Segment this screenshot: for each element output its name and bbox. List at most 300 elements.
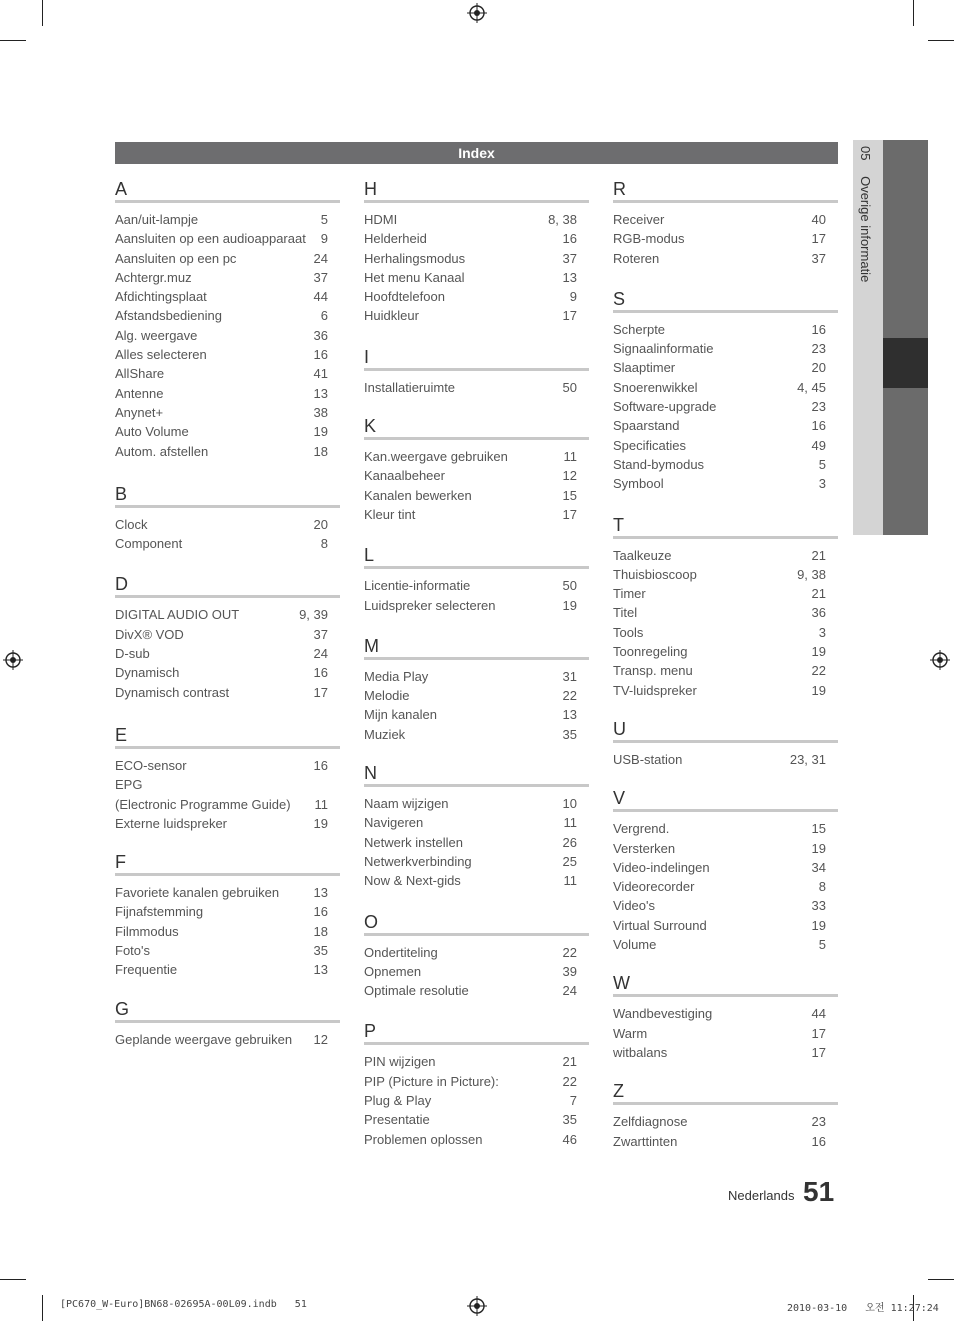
index-entry xyxy=(115,922,340,941)
index-entry xyxy=(613,378,838,397)
entry-page: 16 xyxy=(562,231,577,247)
entry-page: 9 xyxy=(569,289,577,305)
index-entry xyxy=(115,795,340,814)
entry-page: 36 xyxy=(313,327,328,343)
entry-page: 19 xyxy=(313,424,328,440)
index-section-k xyxy=(364,415,589,524)
entry-term: RGB-modus xyxy=(613,231,685,247)
chapter-title: Overige informatie xyxy=(858,176,873,283)
index-entry xyxy=(115,403,340,422)
entry-term: Ondertiteling xyxy=(364,944,438,960)
entry-page: 17 xyxy=(811,1025,826,1041)
entry-term: Auto Volume xyxy=(115,424,189,440)
section-letter: F xyxy=(115,851,340,876)
entry-page: 17 xyxy=(562,308,577,324)
entry-term: Herhalingsmodus xyxy=(364,250,466,266)
entry-term: Afdichtingsplaat xyxy=(115,289,207,305)
index-entry xyxy=(613,416,838,435)
entry-term: Toonregeling xyxy=(613,644,688,660)
entry-page: 23 xyxy=(811,399,826,415)
entry-term: Kleur tint xyxy=(364,506,416,522)
entry-term: Mijn kanalen xyxy=(364,707,437,723)
index-entry xyxy=(115,229,340,248)
entry-term: Now & Next-gids xyxy=(364,873,461,889)
entry-term: Kanaalbeheer xyxy=(364,468,445,484)
section-letter: W xyxy=(613,972,838,997)
section-letter: V xyxy=(613,787,838,812)
index-entry xyxy=(364,705,589,724)
section-letter: N xyxy=(364,762,589,787)
index-entry xyxy=(364,576,589,595)
entry-term: Naam wijzigen xyxy=(364,796,449,812)
entry-term: Vergrend. xyxy=(613,821,670,837)
page-number: 51 xyxy=(803,1176,835,1207)
index-entry xyxy=(115,683,340,702)
index-entry xyxy=(364,1072,589,1091)
entry-term: Plug & Play xyxy=(364,1093,432,1109)
section-letter: G xyxy=(115,998,340,1023)
index-entry xyxy=(364,306,589,325)
index-entry xyxy=(613,750,838,769)
print-slug-file: [PC670_W-Euro]BN68-02695A-00L09.indb 51 xyxy=(60,1299,307,1310)
entry-term: AllShare xyxy=(115,366,165,382)
index-entry xyxy=(115,663,340,682)
index-entry xyxy=(364,725,589,744)
entry-term: Geplande weergave gebruiken xyxy=(115,1031,293,1047)
index-entry xyxy=(115,534,340,553)
entry-page: 16 xyxy=(811,1133,826,1149)
entry-page: 11 xyxy=(563,815,577,831)
index-entry xyxy=(115,883,340,902)
crosshair-circle-icon xyxy=(3,650,23,670)
entry-page: 11 xyxy=(314,796,328,812)
index-section-b xyxy=(115,483,340,554)
entry-page: 19 xyxy=(811,917,826,933)
entry-term: Thuisbioscoop xyxy=(613,566,697,582)
entry-term: Roteren xyxy=(613,250,660,266)
index-entry xyxy=(613,681,838,700)
entry-term: Netwerkverbinding xyxy=(364,853,472,869)
index-section-l xyxy=(364,544,589,615)
index-entry xyxy=(364,943,589,962)
index-entry xyxy=(364,667,589,686)
index-entry xyxy=(115,515,340,534)
index-entry xyxy=(364,1052,589,1071)
index-section-h xyxy=(364,178,589,326)
entry-page: 16 xyxy=(313,347,328,363)
index-section-w xyxy=(613,972,838,1062)
index-entry xyxy=(613,623,838,642)
index-column-2 xyxy=(364,178,589,1167)
entry-page: 4, 45 xyxy=(797,379,826,395)
entry-page: 26 xyxy=(562,834,577,850)
entry-page: 16 xyxy=(313,757,328,773)
index-entry xyxy=(613,935,838,954)
section-letter: D xyxy=(115,573,340,598)
index-entry xyxy=(364,486,589,505)
index-entry xyxy=(613,358,838,377)
entry-page: 23, 31 xyxy=(789,751,826,767)
entry-page: 16 xyxy=(811,418,826,434)
section-letter: S xyxy=(613,288,838,313)
entry-term: Externe luidspreker xyxy=(115,815,227,831)
entry-term: Versterken xyxy=(613,840,676,856)
entry-page: 36 xyxy=(811,605,826,621)
index-entry xyxy=(115,287,340,306)
entry-term: Dynamisch contrast xyxy=(115,684,230,700)
entry-term: Optimale resolutie xyxy=(364,983,469,999)
entry-term: Afstandsbediening xyxy=(115,308,222,324)
entry-term: HDMI xyxy=(364,212,398,227)
index-entry xyxy=(115,364,340,383)
entry-term: Dynamisch xyxy=(115,665,180,681)
index-entry xyxy=(115,960,340,979)
entry-term: Slaaptimer xyxy=(613,360,676,376)
index-section-a xyxy=(115,178,340,461)
index-section-f xyxy=(115,851,340,979)
entry-page: 13 xyxy=(562,269,577,285)
section-letter: O xyxy=(364,911,589,936)
entry-page: 3 xyxy=(818,624,826,640)
index-column-1 xyxy=(115,178,340,1067)
entry-page: 21 xyxy=(811,586,826,602)
crop-mark xyxy=(0,40,26,41)
entry-term: Alles selecteren xyxy=(115,347,207,363)
entry-page: 24 xyxy=(313,250,328,266)
entry-page: 31 xyxy=(562,668,577,684)
chapter-tab-label xyxy=(858,146,873,282)
chapter-tab-marker xyxy=(883,338,928,388)
index-section-z xyxy=(613,1080,838,1151)
index-entry xyxy=(364,268,589,287)
index-entry xyxy=(613,603,838,622)
index-entry xyxy=(364,962,589,981)
index-entry xyxy=(613,249,838,268)
section-letter: I xyxy=(364,346,589,371)
section-letter: P xyxy=(364,1020,589,1045)
entry-page: 50 xyxy=(562,578,577,594)
section-letter: U xyxy=(613,718,838,743)
entry-page: 35 xyxy=(562,726,577,742)
entry-term: Videorecorder xyxy=(613,879,695,895)
entry-term: Titel xyxy=(613,605,638,621)
entry-page: 37 xyxy=(313,626,328,642)
entry-page: 8 xyxy=(818,879,826,895)
entry-term: Timer xyxy=(613,586,646,602)
index-entry xyxy=(613,839,838,858)
index-section-t xyxy=(613,514,838,700)
entry-page: 6 xyxy=(320,308,328,324)
entry-term: Warm xyxy=(613,1025,648,1041)
entry-term: Anynet+ xyxy=(115,404,164,420)
entry-page: 12 xyxy=(313,1031,328,1047)
entry-page: 22 xyxy=(562,688,577,704)
crosshair-circle-icon xyxy=(930,650,950,670)
entry-page: 13 xyxy=(313,962,328,978)
entry-page: 13 xyxy=(313,385,328,401)
entry-term: Zelfdiagnose xyxy=(613,1114,688,1130)
entry-page: 13 xyxy=(562,707,577,723)
entry-page: 19 xyxy=(811,840,826,856)
entry-page: 15 xyxy=(811,821,826,837)
entry-term: Wandbevestiging xyxy=(613,1006,713,1022)
index-section-o xyxy=(364,911,589,1001)
crop-mark xyxy=(0,1279,26,1280)
entry-term: Specificaties xyxy=(613,437,686,453)
entry-term: Favoriete kanalen gebruiken xyxy=(115,885,280,901)
chapter-number: 05 xyxy=(858,146,873,161)
index-entry xyxy=(115,644,340,663)
entry-term: Problemen oplossen xyxy=(364,1131,483,1147)
entry-page: 21 xyxy=(811,547,826,563)
entry-term: Achtergr.muz xyxy=(115,269,192,285)
index-entry xyxy=(613,546,838,565)
section-letter: B xyxy=(115,483,340,508)
index-section-s xyxy=(613,288,838,494)
index-entry xyxy=(364,1091,589,1110)
entry-term: Taalkeuze xyxy=(613,547,672,563)
entry-page: 15 xyxy=(562,487,577,503)
index-entry xyxy=(364,833,589,852)
entry-page: 8, 38 xyxy=(548,212,577,227)
entry-term: Video-indelingen xyxy=(613,859,710,875)
section-letter: L xyxy=(364,544,589,569)
index-section-p xyxy=(364,1020,589,1148)
index-entry xyxy=(613,474,838,493)
index-entry xyxy=(115,605,340,624)
entry-page: 5 xyxy=(818,937,826,953)
section-letter: H xyxy=(364,178,589,203)
entry-page: 16 xyxy=(313,665,328,681)
index-entry xyxy=(613,339,838,358)
entry-term: Media Play xyxy=(364,668,429,684)
entry-page: 46 xyxy=(562,1131,577,1147)
entry-page: 22 xyxy=(562,1073,577,1089)
entry-term: D-sub xyxy=(115,646,150,662)
entry-term: Licentie-informatie xyxy=(364,578,471,594)
entry-term: Huidkleur xyxy=(364,308,419,324)
crop-mark xyxy=(928,1279,954,1280)
print-slug-date: 2010-03-10 오전 11:27:24 xyxy=(787,1303,939,1314)
entry-page: 17 xyxy=(562,506,577,522)
entry-term: Transp. menu xyxy=(613,663,693,679)
entry-term: Luidspreker selecteren xyxy=(364,597,496,613)
entry-page: 9 xyxy=(320,231,328,247)
entry-page: 44 xyxy=(313,289,328,305)
index-entry xyxy=(364,1130,589,1149)
entry-page: 16 xyxy=(313,904,328,920)
index-column-3 xyxy=(613,178,838,1169)
entry-page: 37 xyxy=(811,250,826,266)
entry-term: USB-station xyxy=(613,751,683,767)
entry-term: Muziek xyxy=(364,726,406,742)
entry-term: Frequentie xyxy=(115,962,178,978)
entry-page: 37 xyxy=(562,250,577,266)
index-entry xyxy=(364,505,589,524)
entry-term: DivX® VOD xyxy=(115,626,184,642)
entry-term: Video's xyxy=(613,898,655,914)
index-entry xyxy=(613,584,838,603)
entry-page: 37 xyxy=(313,269,328,285)
entry-term: Presentatie xyxy=(364,1112,430,1128)
index-entry xyxy=(613,455,838,474)
entry-page: 49 xyxy=(811,437,826,453)
entry-term: Spaarstand xyxy=(613,418,680,434)
entry-page: 22 xyxy=(811,663,826,679)
index-entry xyxy=(115,902,340,921)
section-letter: T xyxy=(613,514,838,539)
index-entry xyxy=(364,287,589,306)
entry-term: Antenne xyxy=(115,385,164,401)
index-entry xyxy=(613,1112,838,1131)
index-entry xyxy=(613,210,838,229)
index-entry xyxy=(115,625,340,644)
entry-term: ECO-sensor xyxy=(115,757,187,773)
index-entry xyxy=(115,941,340,960)
index-entry xyxy=(613,397,838,416)
index-section-u xyxy=(613,718,838,769)
index-entry xyxy=(115,814,340,833)
index-entry xyxy=(115,345,340,364)
entry-term: Clock xyxy=(115,516,148,532)
index-entry xyxy=(613,1043,838,1062)
entry-page: 3 xyxy=(818,476,826,492)
entry-term: Scherpte xyxy=(613,321,666,337)
entry-term: Aan/uit-lampje xyxy=(115,212,199,227)
entry-term: Navigeren xyxy=(364,815,424,831)
entry-page: 33 xyxy=(811,898,826,914)
index-entry xyxy=(364,447,589,466)
index-entry xyxy=(613,229,838,248)
entry-term: PIP (Picture in Picture): xyxy=(364,1073,499,1089)
index-entry xyxy=(613,819,838,838)
entry-term: Netwerk instellen xyxy=(364,834,463,850)
entry-page: 12 xyxy=(562,468,577,484)
entry-page: 8 xyxy=(320,536,328,552)
entry-page: 24 xyxy=(562,983,577,999)
index-entry xyxy=(115,756,340,775)
index-section-n xyxy=(364,762,589,890)
entry-page: 11 xyxy=(563,873,577,889)
section-letter: R xyxy=(613,178,838,203)
section-letter: E xyxy=(115,724,340,749)
index-entry xyxy=(613,642,838,661)
entry-page: 41 xyxy=(313,366,328,382)
entry-term: Snoerenwikkel xyxy=(613,379,698,395)
entry-page: 24 xyxy=(313,646,328,662)
entry-term: Kanalen bewerken xyxy=(364,487,472,503)
index-section-v xyxy=(613,787,838,954)
entry-term: Symbool xyxy=(613,476,664,492)
index-entry xyxy=(613,916,838,935)
index-entry xyxy=(613,896,838,915)
index-entry xyxy=(613,320,838,339)
entry-term: Helderheid xyxy=(364,231,427,247)
entry-term: Software-upgrade xyxy=(613,399,717,415)
crop-mark xyxy=(42,0,43,26)
entry-page: 5 xyxy=(320,212,328,227)
entry-term: Signaalinformatie xyxy=(613,341,714,357)
entry-page: 5 xyxy=(818,456,826,472)
entry-page: 35 xyxy=(313,943,328,959)
entry-term: Receiver xyxy=(613,212,665,227)
entry-page: 16 xyxy=(811,321,826,337)
entry-page: 23 xyxy=(811,1114,826,1130)
entry-term: Tools xyxy=(613,624,644,640)
entry-page: 38 xyxy=(313,404,328,420)
entry-term: witbalans xyxy=(613,1044,668,1060)
crosshair-circle-icon xyxy=(467,3,487,23)
entry-page: 20 xyxy=(811,360,826,376)
entry-page: 50 xyxy=(562,379,577,395)
entry-page: 9, 38 xyxy=(797,566,826,582)
index-entry xyxy=(364,1110,589,1129)
index-entry xyxy=(613,436,838,455)
index-entry xyxy=(613,1132,838,1151)
entry-term: Het menu Kanaal xyxy=(364,269,465,285)
entry-term: Foto's xyxy=(115,943,150,959)
index-entry xyxy=(115,210,340,229)
index-entry xyxy=(364,249,589,268)
index-entry xyxy=(115,1030,340,1049)
entry-page: 19 xyxy=(811,682,826,698)
entry-page: 19 xyxy=(313,815,328,831)
entry-term: Hoofdtelefoon xyxy=(364,289,445,305)
entry-page: 23 xyxy=(811,341,826,357)
entry-page: 20 xyxy=(313,516,328,532)
index-entry xyxy=(364,596,589,615)
entry-page: 22 xyxy=(562,944,577,960)
entry-term: Volume xyxy=(613,937,657,953)
entry-term: Filmmodus xyxy=(115,923,179,939)
entry-term: Kan.weergave gebruiken xyxy=(364,449,508,465)
index-entry xyxy=(364,813,589,832)
entry-term: Alg. weergave xyxy=(115,327,198,343)
entry-page: 17 xyxy=(811,231,826,247)
index-entry xyxy=(115,268,340,287)
index-section-r xyxy=(613,178,838,268)
section-letter: A xyxy=(115,178,340,203)
entry-page: 17 xyxy=(313,684,328,700)
entry-term: Aansluiten op een pc xyxy=(115,250,237,266)
entry-page: 40 xyxy=(811,212,826,227)
index-entry xyxy=(115,384,340,403)
entry-term: Virtual Surround xyxy=(613,917,707,933)
entry-page: 9, 39 xyxy=(299,607,328,623)
entry-term: (Electronic Programme Guide) xyxy=(115,796,291,812)
entry-term: Stand-bymodus xyxy=(613,456,705,472)
index-entry xyxy=(613,565,838,584)
entry-term: TV-luidspreker xyxy=(613,682,697,698)
entry-term: Fijnafstemming xyxy=(115,904,204,920)
index-section-m xyxy=(364,635,589,744)
entry-term: Installatieruimte xyxy=(364,379,456,395)
index-entry xyxy=(364,466,589,485)
entry-page: 18 xyxy=(313,443,328,459)
entry-page: 39 xyxy=(562,963,577,979)
index-entry xyxy=(613,1024,838,1043)
entry-page: 44 xyxy=(811,1006,826,1022)
footer-language: Nederlands xyxy=(728,1188,795,1203)
entry-term: Opnemen xyxy=(364,963,422,979)
index-entry xyxy=(364,378,589,397)
index-entry xyxy=(115,326,340,345)
index-section-g xyxy=(115,998,340,1049)
index-entry xyxy=(364,794,589,813)
entry-page: 7 xyxy=(569,1093,577,1109)
entry-page: 17 xyxy=(811,1044,826,1060)
entry-term: DIGITAL AUDIO OUT xyxy=(115,607,240,623)
